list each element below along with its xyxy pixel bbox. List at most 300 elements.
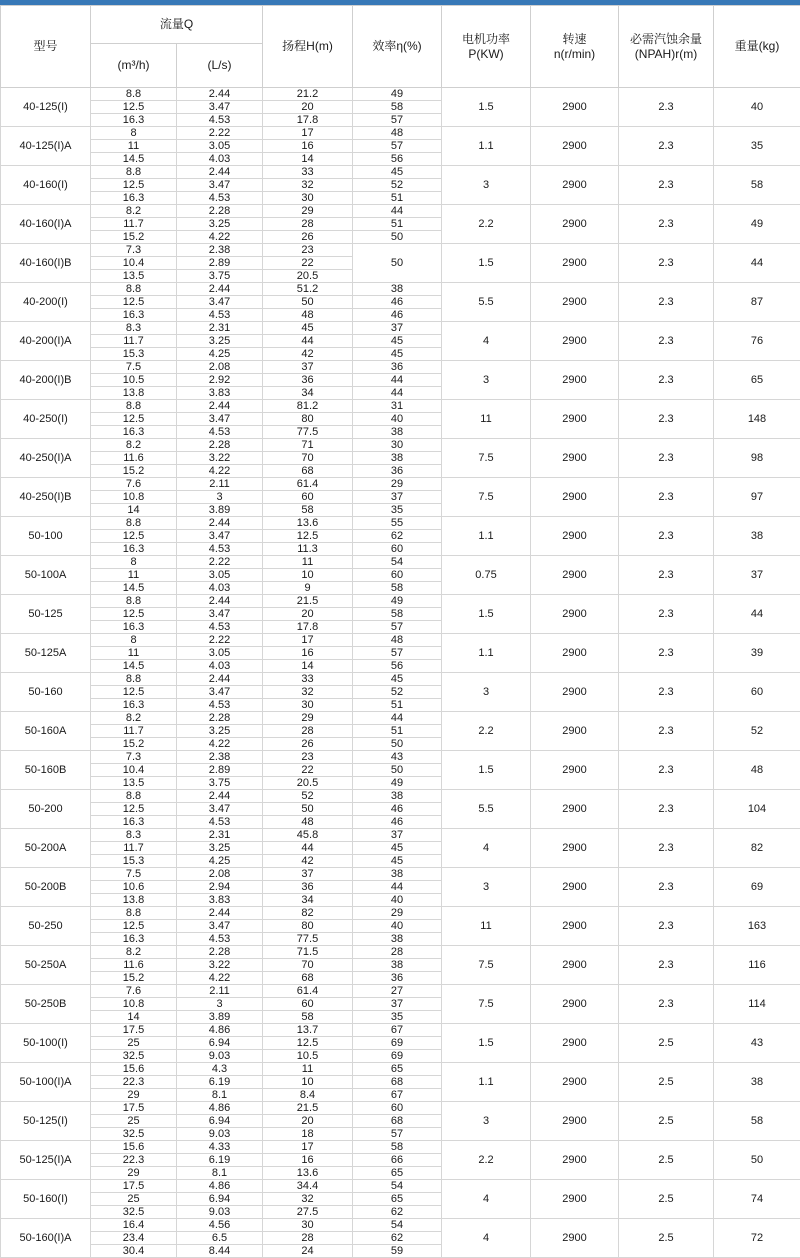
eff-cell: 50 [353, 738, 442, 751]
flow-ls-cell: 6.94 [177, 1193, 263, 1206]
head-cell: 12.5 [263, 1037, 353, 1050]
head-cell: 14 [263, 153, 353, 166]
head-cell: 37 [263, 361, 353, 374]
flow-ls-cell: 3.05 [177, 140, 263, 153]
flow-ls-cell: 3.47 [177, 686, 263, 699]
npsh-cell: 2.5 [619, 1180, 714, 1219]
flow-m3h-cell: 8.2 [91, 205, 177, 218]
head-cell: 13.7 [263, 1024, 353, 1037]
flow-ls-cell: 2.31 [177, 322, 263, 335]
power-cell: 4 [442, 829, 531, 868]
head-cell: 18 [263, 1128, 353, 1141]
table-row [1, 673, 800, 686]
head-cell: 10 [263, 569, 353, 582]
table-row [1, 1063, 800, 1076]
eff-cell: 31 [353, 400, 442, 413]
flow-ls-cell: 4.03 [177, 582, 263, 595]
power-cell: 1.5 [442, 595, 531, 634]
flow-m3h-cell: 25 [91, 1037, 177, 1050]
head-cell: 16 [263, 647, 353, 660]
flow-ls-cell: 2.38 [177, 244, 263, 257]
eff-cell: 60 [353, 1102, 442, 1115]
flow-ls-cell: 4.03 [177, 153, 263, 166]
npsh-cell: 2.3 [619, 400, 714, 439]
power-cell: 5.5 [442, 790, 531, 829]
flow-m3h-cell: 10.4 [91, 257, 177, 270]
head-cell: 42 [263, 855, 353, 868]
weight-cell: 49 [714, 205, 800, 244]
table-row [1, 868, 800, 881]
table-row [1, 634, 800, 647]
eff-cell: 40 [353, 894, 442, 907]
eff-cell: 38 [353, 426, 442, 439]
flow-ls-cell: 3.22 [177, 452, 263, 465]
head-cell: 45.8 [263, 829, 353, 842]
flow-ls-cell: 4.03 [177, 660, 263, 673]
flow-ls-cell: 3.83 [177, 894, 263, 907]
head-cell: 27.5 [263, 1206, 353, 1219]
eff-cell: 35 [353, 504, 442, 517]
npsh-cell: 2.3 [619, 712, 714, 751]
head-cell: 17 [263, 634, 353, 647]
head-cell: 70 [263, 452, 353, 465]
head-cell: 28 [263, 218, 353, 231]
flow-ls-cell: 9.03 [177, 1050, 263, 1063]
head-cell: 16 [263, 140, 353, 153]
flow-m3h-cell: 25 [91, 1115, 177, 1128]
head-cell: 22 [263, 764, 353, 777]
eff-cell: 45 [353, 348, 442, 361]
eff-cell: 54 [353, 1180, 442, 1193]
weight-cell: 97 [714, 478, 800, 517]
table-header [1, 6, 800, 88]
head-cell: 68 [263, 465, 353, 478]
power-cell: 1.1 [442, 517, 531, 556]
head-cell: 52 [263, 790, 353, 803]
head-cell: 12.5 [263, 530, 353, 543]
flow-m3h-cell: 7.3 [91, 751, 177, 764]
power-cell: 3 [442, 166, 531, 205]
head-cell: 32 [263, 1193, 353, 1206]
head-cell: 26 [263, 738, 353, 751]
flow-m3h-cell: 12.5 [91, 686, 177, 699]
header-power [442, 6, 531, 88]
power-cell: 3 [442, 361, 531, 400]
eff-cell: 46 [353, 296, 442, 309]
flow-m3h-cell: 10.8 [91, 998, 177, 1011]
eff-cell: 67 [353, 1089, 442, 1102]
npsh-cell: 2.3 [619, 985, 714, 1024]
flow-ls-cell: 4.53 [177, 699, 263, 712]
eff-cell: 46 [353, 309, 442, 322]
flow-ls-cell: 2.44 [177, 517, 263, 530]
weight-cell: 44 [714, 595, 800, 634]
power-cell: 3 [442, 673, 531, 712]
npsh-cell: 2.3 [619, 322, 714, 361]
weight-cell: 74 [714, 1180, 800, 1219]
npsh-cell: 2.3 [619, 166, 714, 205]
eff-cell: 62 [353, 1232, 442, 1245]
npsh-cell: 2.5 [619, 1219, 714, 1258]
eff-cell: 40 [353, 920, 442, 933]
eff-cell: 55 [353, 517, 442, 530]
flow-m3h-cell: 8 [91, 127, 177, 140]
flow-ls-cell: 2.44 [177, 595, 263, 608]
flow-ls-cell: 4.86 [177, 1024, 263, 1037]
head-cell: 71 [263, 439, 353, 452]
eff-cell: 45 [353, 842, 442, 855]
header-speed [531, 6, 619, 88]
power-cell: 4 [442, 1219, 531, 1258]
flow-m3h-cell: 14 [91, 504, 177, 517]
flow-m3h-cell: 8 [91, 634, 177, 647]
eff-cell: 28 [353, 946, 442, 959]
flow-ls-cell: 3.22 [177, 959, 263, 972]
weight-cell: 60 [714, 673, 800, 712]
table-row [1, 829, 800, 842]
head-cell: 22 [263, 257, 353, 270]
power-cell: 7.5 [442, 439, 531, 478]
speed-cell: 2900 [531, 556, 619, 595]
flow-ls-cell: 3.25 [177, 335, 263, 348]
head-cell: 30 [263, 1219, 353, 1232]
head-cell: 21.5 [263, 1102, 353, 1115]
head-cell: 23 [263, 244, 353, 257]
weight-cell: 38 [714, 517, 800, 556]
speed-cell: 2900 [531, 1141, 619, 1180]
head-cell: 32 [263, 179, 353, 192]
flow-ls-cell: 3 [177, 491, 263, 504]
flow-m3h-cell: 8.8 [91, 88, 177, 101]
table-row [1, 361, 800, 374]
model-cell: 40-200(I)A [1, 322, 91, 361]
flow-m3h-cell: 17.5 [91, 1024, 177, 1037]
table-row [1, 712, 800, 725]
pump-spec-table [0, 5, 800, 1258]
power-cell: 1.5 [442, 88, 531, 127]
eff-cell: 59 [353, 1245, 442, 1258]
flow-m3h-cell: 8.2 [91, 712, 177, 725]
speed-cell: 2900 [531, 322, 619, 361]
flow-m3h-cell: 8.3 [91, 322, 177, 335]
eff-cell: 38 [353, 283, 442, 296]
header-npsh-line2: (NPAH)r(m) [619, 47, 713, 62]
flow-m3h-cell: 11 [91, 569, 177, 582]
header-head: 扬程H(m) [263, 6, 353, 88]
flow-m3h-cell: 11.7 [91, 218, 177, 231]
flow-m3h-cell: 13.5 [91, 777, 177, 790]
eff-cell: 38 [353, 790, 442, 803]
eff-cell: 38 [353, 452, 442, 465]
speed-cell: 2900 [531, 400, 619, 439]
flow-ls-cell: 2.94 [177, 881, 263, 894]
speed-cell: 2900 [531, 946, 619, 985]
head-cell: 29 [263, 712, 353, 725]
flow-m3h-cell: 8.8 [91, 595, 177, 608]
weight-cell: 50 [714, 1141, 800, 1180]
flow-ls-cell: 2.44 [177, 790, 263, 803]
head-cell: 16 [263, 1154, 353, 1167]
flow-ls-cell: 4.53 [177, 621, 263, 634]
flow-ls-cell: 4.22 [177, 972, 263, 985]
npsh-cell: 2.5 [619, 1024, 714, 1063]
flow-ls-cell: 2.22 [177, 127, 263, 140]
head-cell: 11 [263, 556, 353, 569]
flow-m3h-cell: 16.3 [91, 426, 177, 439]
flow-ls-cell: 3.47 [177, 101, 263, 114]
header-model: 型号 [1, 6, 91, 88]
header-flow-m3h: (m³/h) [91, 44, 177, 88]
table-row [1, 1141, 800, 1154]
eff-cell: 43 [353, 751, 442, 764]
power-cell: 1.1 [442, 1063, 531, 1102]
flow-ls-cell: 3 [177, 998, 263, 1011]
head-cell: 37 [263, 868, 353, 881]
flow-m3h-cell: 12.5 [91, 608, 177, 621]
head-cell: 17 [263, 1141, 353, 1154]
table-row [1, 283, 800, 296]
speed-cell: 2900 [531, 88, 619, 127]
header-speed-line2: n(r/min) [531, 47, 618, 62]
eff-cell: 68 [353, 1076, 442, 1089]
model-cell: 40-250(I)B [1, 478, 91, 517]
eff-cell: 45 [353, 166, 442, 179]
flow-ls-cell: 3.47 [177, 803, 263, 816]
speed-cell: 2900 [531, 127, 619, 166]
flow-ls-cell: 4.53 [177, 426, 263, 439]
head-cell: 28 [263, 725, 353, 738]
eff-cell: 69 [353, 1050, 442, 1063]
flow-m3h-cell: 13.5 [91, 270, 177, 283]
flow-ls-cell: 6.94 [177, 1037, 263, 1050]
npsh-cell: 2.3 [619, 517, 714, 556]
flow-ls-cell: 3.25 [177, 218, 263, 231]
weight-cell: 38 [714, 1063, 800, 1102]
eff-cell: 27 [353, 985, 442, 998]
eff-cell: 58 [353, 1141, 442, 1154]
flow-ls-cell: 2.92 [177, 374, 263, 387]
head-cell: 21.2 [263, 88, 353, 101]
head-cell: 60 [263, 998, 353, 1011]
table-row [1, 907, 800, 920]
flow-m3h-cell: 8.2 [91, 946, 177, 959]
eff-cell: 51 [353, 699, 442, 712]
flow-m3h-cell: 12.5 [91, 179, 177, 192]
flow-m3h-cell: 8.8 [91, 517, 177, 530]
npsh-cell: 2.3 [619, 127, 714, 166]
header-npsh [619, 6, 714, 88]
flow-ls-cell: 6.94 [177, 1115, 263, 1128]
npsh-cell: 2.5 [619, 1141, 714, 1180]
weight-cell: 58 [714, 166, 800, 205]
power-cell: 2.2 [442, 205, 531, 244]
eff-cell: 52 [353, 179, 442, 192]
weight-cell: 163 [714, 907, 800, 946]
flow-m3h-cell: 11 [91, 647, 177, 660]
npsh-cell: 2.3 [619, 751, 714, 790]
flow-m3h-cell: 8.8 [91, 907, 177, 920]
eff-cell: 50 [353, 244, 442, 283]
flow-m3h-cell: 11.7 [91, 725, 177, 738]
flow-m3h-cell: 16.3 [91, 933, 177, 946]
head-cell: 14 [263, 660, 353, 673]
flow-ls-cell: 3.05 [177, 569, 263, 582]
table-row [1, 439, 800, 452]
model-cell: 40-160(I) [1, 166, 91, 205]
eff-cell: 48 [353, 127, 442, 140]
flow-ls-cell: 4.22 [177, 465, 263, 478]
table-row [1, 166, 800, 179]
flow-ls-cell: 3.47 [177, 608, 263, 621]
eff-cell: 56 [353, 660, 442, 673]
weight-cell: 40 [714, 88, 800, 127]
flow-ls-cell: 2.44 [177, 400, 263, 413]
flow-ls-cell: 3.47 [177, 530, 263, 543]
head-cell: 32 [263, 686, 353, 699]
flow-ls-cell: 3.47 [177, 179, 263, 192]
head-cell: 17 [263, 127, 353, 140]
model-cell: 50-250B [1, 985, 91, 1024]
head-cell: 33 [263, 166, 353, 179]
power-cell: 5.5 [442, 283, 531, 322]
model-cell: 50-160B [1, 751, 91, 790]
table-row [1, 478, 800, 491]
table-row [1, 127, 800, 140]
flow-m3h-cell: 8.8 [91, 166, 177, 179]
speed-cell: 2900 [531, 595, 619, 634]
flow-ls-cell: 2.28 [177, 712, 263, 725]
flow-m3h-cell: 13.8 [91, 387, 177, 400]
head-cell: 61.4 [263, 985, 353, 998]
flow-ls-cell: 3.75 [177, 270, 263, 283]
flow-m3h-cell: 12.5 [91, 413, 177, 426]
flow-ls-cell: 2.44 [177, 283, 263, 296]
flow-ls-cell: 4.53 [177, 114, 263, 127]
eff-cell: 51 [353, 725, 442, 738]
flow-ls-cell: 4.33 [177, 1141, 263, 1154]
eff-cell: 50 [353, 231, 442, 244]
flow-ls-cell: 3.89 [177, 504, 263, 517]
eff-cell: 51 [353, 192, 442, 205]
eff-cell: 65 [353, 1167, 442, 1180]
speed-cell: 2900 [531, 1219, 619, 1258]
eff-cell: 52 [353, 686, 442, 699]
model-cell: 50-200A [1, 829, 91, 868]
head-cell: 30 [263, 699, 353, 712]
flow-m3h-cell: 10.6 [91, 881, 177, 894]
weight-cell: 65 [714, 361, 800, 400]
model-cell: 40-125(I)A [1, 127, 91, 166]
flow-ls-cell: 2.11 [177, 985, 263, 998]
power-cell: 7.5 [442, 985, 531, 1024]
eff-cell: 51 [353, 218, 442, 231]
flow-ls-cell: 2.08 [177, 361, 263, 374]
head-cell: 23 [263, 751, 353, 764]
speed-cell: 2900 [531, 361, 619, 400]
flow-m3h-cell: 15.2 [91, 738, 177, 751]
weight-cell: 148 [714, 400, 800, 439]
flow-m3h-cell: 7.5 [91, 361, 177, 374]
eff-cell: 45 [353, 335, 442, 348]
eff-cell: 49 [353, 88, 442, 101]
weight-cell: 35 [714, 127, 800, 166]
eff-cell: 54 [353, 556, 442, 569]
flow-m3h-cell: 7.3 [91, 244, 177, 257]
npsh-cell: 2.3 [619, 205, 714, 244]
flow-ls-cell: 4.22 [177, 738, 263, 751]
table-row [1, 322, 800, 335]
eff-cell: 37 [353, 829, 442, 842]
weight-cell: 52 [714, 712, 800, 751]
header-power-line2: P(KW) [442, 47, 530, 62]
flow-ls-cell: 8.44 [177, 1245, 263, 1258]
flow-ls-cell: 3.83 [177, 387, 263, 400]
weight-cell: 69 [714, 868, 800, 907]
weight-cell: 37 [714, 556, 800, 595]
weight-cell: 87 [714, 283, 800, 322]
eff-cell: 62 [353, 530, 442, 543]
flow-m3h-cell: 29 [91, 1089, 177, 1102]
eff-cell: 57 [353, 621, 442, 634]
npsh-cell: 2.3 [619, 829, 714, 868]
header-flow-group: 流量Q [91, 6, 263, 44]
table-row [1, 400, 800, 413]
flow-m3h-cell: 12.5 [91, 296, 177, 309]
flow-ls-cell: 2.38 [177, 751, 263, 764]
head-cell: 48 [263, 816, 353, 829]
table-row [1, 985, 800, 998]
flow-m3h-cell: 8.8 [91, 400, 177, 413]
eff-cell: 68 [353, 1115, 442, 1128]
header-speed-line1: 转速 [531, 32, 618, 47]
flow-ls-cell: 2.11 [177, 478, 263, 491]
flow-ls-cell: 2.44 [177, 673, 263, 686]
power-cell: 7.5 [442, 478, 531, 517]
flow-m3h-cell: 29 [91, 1167, 177, 1180]
flow-ls-cell: 4.25 [177, 855, 263, 868]
table-row [1, 595, 800, 608]
head-cell: 42 [263, 348, 353, 361]
flow-ls-cell: 6.19 [177, 1076, 263, 1089]
eff-cell: 46 [353, 816, 442, 829]
table-row [1, 244, 800, 257]
model-cell: 50-250A [1, 946, 91, 985]
flow-m3h-cell: 15.3 [91, 855, 177, 868]
header-weight: 重量(kg) [714, 6, 800, 88]
flow-ls-cell: 2.28 [177, 205, 263, 218]
head-cell: 9 [263, 582, 353, 595]
flow-m3h-cell: 15.2 [91, 972, 177, 985]
npsh-cell: 2.5 [619, 1063, 714, 1102]
flow-m3h-cell: 12.5 [91, 101, 177, 114]
flow-m3h-cell: 7.6 [91, 985, 177, 998]
flow-ls-cell: 2.31 [177, 829, 263, 842]
model-cell: 50-200 [1, 790, 91, 829]
eff-cell: 44 [353, 387, 442, 400]
flow-m3h-cell: 22.3 [91, 1154, 177, 1167]
weight-cell: 98 [714, 439, 800, 478]
npsh-cell: 2.3 [619, 673, 714, 712]
flow-m3h-cell: 16.3 [91, 816, 177, 829]
head-cell: 21.5 [263, 595, 353, 608]
flow-m3h-cell: 10.8 [91, 491, 177, 504]
flow-m3h-cell: 8.8 [91, 673, 177, 686]
flow-ls-cell: 4.53 [177, 816, 263, 829]
head-cell: 68 [263, 972, 353, 985]
eff-cell: 58 [353, 608, 442, 621]
speed-cell: 2900 [531, 985, 619, 1024]
flow-m3h-cell: 16.3 [91, 309, 177, 322]
